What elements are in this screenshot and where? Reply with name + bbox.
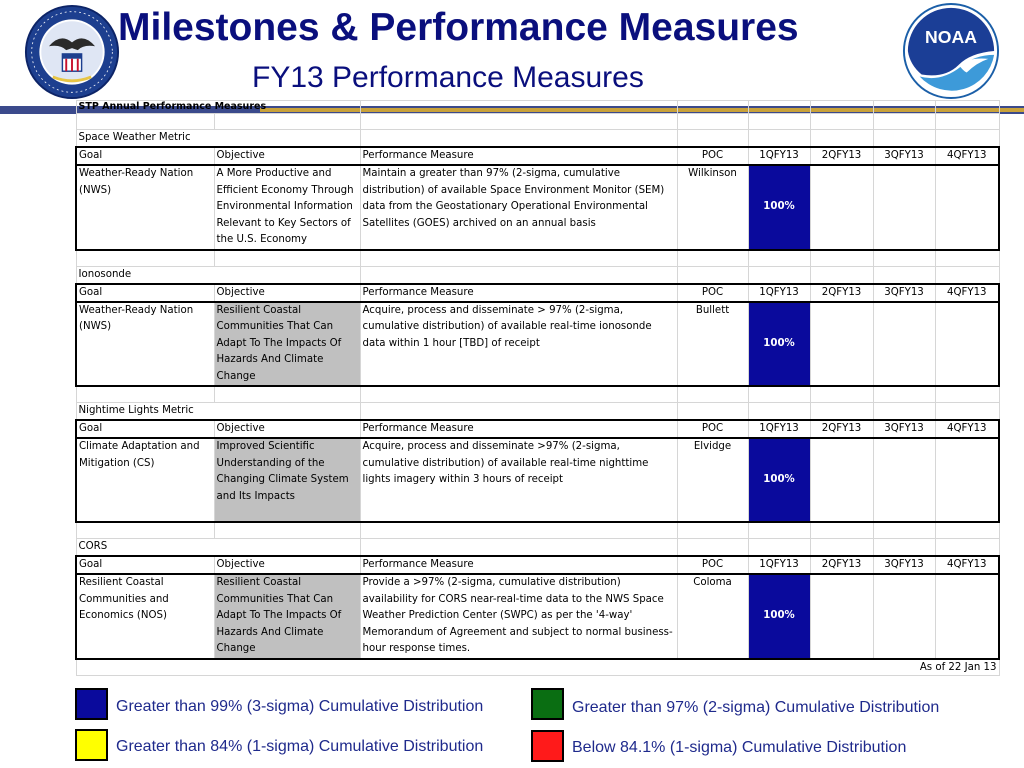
legend-label-green: Greater than 97% (2-sigma) Cumulative Distribution <box>572 699 940 716</box>
table-row <box>76 302 999 387</box>
sheet-title: STP Annual Performance Measures <box>76 101 360 114</box>
column-header-1qfy13: 1QFY13 <box>748 284 810 302</box>
cell-4qfy13 <box>935 574 999 659</box>
column-header-performance-measure: Performance Measure <box>360 556 677 574</box>
section-title: Space Weather Metric <box>76 130 360 148</box>
column-header-objective: Objective <box>214 420 360 438</box>
cell-poc: Bullett <box>677 302 748 387</box>
cell-1qfy13: 100% <box>748 165 810 250</box>
performance-table <box>75 100 1000 676</box>
cell-3qfy13 <box>873 302 935 387</box>
column-header-3qfy13: 3QFY13 <box>873 284 935 302</box>
column-header-3qfy13: 3QFY13 <box>873 420 935 438</box>
cell-objective: A More Productive and Efficient Economy Through Environmental Information Relevant to Key Sectors of the U.S. Economy <box>214 165 360 250</box>
cell-performance-measure: Maintain a greater than 97% (2-sigma, cumulative distribution) of available Space Environment Monitor (SEM) data from the Geostationary Operational Environmental Satellites (GOES) archived on an annual basis <box>360 165 677 250</box>
column-header-4qfy13: 4QFY13 <box>935 420 999 438</box>
legend-label-yellow: Greater than 84% (1-sigma) Cumulative Distribution <box>116 738 484 755</box>
cell-3qfy13 <box>873 165 935 250</box>
column-header-poc: POC <box>677 284 748 302</box>
column-header-performance-measure: Performance Measure <box>360 420 677 438</box>
column-header-4qfy13: 4QFY13 <box>935 147 999 165</box>
table-row <box>76 165 999 250</box>
cell-goal: Weather-Ready Nation (NWS) <box>76 165 214 250</box>
table-row <box>76 438 999 522</box>
cell-goal: Weather-Ready Nation (NWS) <box>76 302 214 387</box>
noaa-logo-icon <box>902 2 1000 100</box>
section-title: CORS <box>76 539 360 557</box>
cell-1qfy13: 100% <box>748 438 810 522</box>
column-header-poc: POC <box>677 420 748 438</box>
cell-performance-measure: Provide a >97% (2-sigma, cumulative distribution) availability for CORS near-real-time data to the NWS Space Weather Prediction Center (SWPC) as per the '4-way' Memorandum of Agreement and subject to normal business-hour response times. <box>360 574 677 659</box>
column-header-objective: Objective <box>214 556 360 574</box>
cell-4qfy13 <box>935 302 999 387</box>
column-header-4qfy13: 4QFY13 <box>935 556 999 574</box>
column-header-poc: POC <box>677 556 748 574</box>
legend-label-blue: Greater than 99% (3-sigma) Cumulative Distribution <box>116 698 484 715</box>
cell-2qfy13 <box>810 302 873 387</box>
cell-2qfy13 <box>810 574 873 659</box>
cell-poc: Coloma <box>677 574 748 659</box>
cell-2qfy13 <box>810 165 873 250</box>
section-title: Ionosonde <box>76 266 360 284</box>
cell-objective: Resilient Coastal Communities That Can Adapt To The Impacts Of Hazards And Climate Change <box>214 302 360 387</box>
column-header-1qfy13: 1QFY13 <box>748 147 810 165</box>
noaa-logo-text: NOAA <box>925 27 977 48</box>
column-header-2qfy13: 2QFY13 <box>810 420 873 438</box>
column-header-goal: Goal <box>76 284 214 302</box>
cell-4qfy13 <box>935 165 999 250</box>
performance-measures-sheet <box>75 100 998 672</box>
column-header-3qfy13: 3QFY13 <box>873 556 935 574</box>
department-of-commerce-seal-icon <box>24 4 120 100</box>
cell-3qfy13 <box>873 438 935 522</box>
table-row <box>76 574 999 659</box>
cell-poc: Wilkinson <box>677 165 748 250</box>
column-header-3qfy13: 3QFY13 <box>873 147 935 165</box>
cell-poc: Elvidge <box>677 438 748 522</box>
column-header-2qfy13: 2QFY13 <box>810 284 873 302</box>
cell-goal: Climate Adaptation and Mitigation (CS) <box>76 438 214 522</box>
cell-goal: Resilient Coastal Communities and Economics (NOS) <box>76 574 214 659</box>
cell-objective: Resilient Coastal Communities That Can Adapt To The Impacts Of Hazards And Climate Change <box>214 574 360 659</box>
column-header-performance-measure: Performance Measure <box>360 147 677 165</box>
column-header-objective: Objective <box>214 284 360 302</box>
cell-3qfy13 <box>873 574 935 659</box>
column-header-goal: Goal <box>76 147 214 165</box>
cell-objective: Improved Scientific Understanding of the Changing Climate System and Its Impacts <box>214 438 360 522</box>
column-header-1qfy13: 1QFY13 <box>748 420 810 438</box>
column-header-goal: Goal <box>76 556 214 574</box>
column-header-1qfy13: 1QFY13 <box>748 556 810 574</box>
legend-swatch-blue <box>75 688 108 720</box>
cell-4qfy13 <box>935 438 999 522</box>
cell-1qfy13: 100% <box>748 302 810 387</box>
column-header-poc: POC <box>677 147 748 165</box>
as-of-date: As of 22 Jan 13 <box>76 659 999 676</box>
cell-2qfy13 <box>810 438 873 522</box>
column-header-performance-measure: Performance Measure <box>360 284 677 302</box>
column-header-2qfy13: 2QFY13 <box>810 147 873 165</box>
page-title: Milestones & Performance Measures <box>118 6 799 49</box>
column-header-4qfy13: 4QFY13 <box>935 284 999 302</box>
column-header-objective: Objective <box>214 147 360 165</box>
legend-swatch-red <box>531 730 564 762</box>
column-header-2qfy13: 2QFY13 <box>810 556 873 574</box>
page-subtitle: FY13 Performance Measures <box>252 61 644 94</box>
legend-swatch-green <box>531 688 564 720</box>
column-header-goal: Goal <box>76 420 214 438</box>
cell-1qfy13: 100% <box>748 574 810 659</box>
legend-label-red: Below 84.1% (1-sigma) Cumulative Distribution <box>572 739 907 756</box>
section-title: Nightime Lights Metric <box>76 403 360 421</box>
cell-performance-measure: Acquire, process and disseminate > 97% (2-sigma, cumulative distribution) of available real-time ionosonde data within 1 hour [TBD] of receipt <box>360 302 677 387</box>
legend-swatch-yellow <box>75 729 108 761</box>
cell-performance-measure: Acquire, process and disseminate >97% (2-sigma, cumulative distribution) of available real-time nighttime lights imagery within 3 hours of receipt <box>360 438 677 522</box>
